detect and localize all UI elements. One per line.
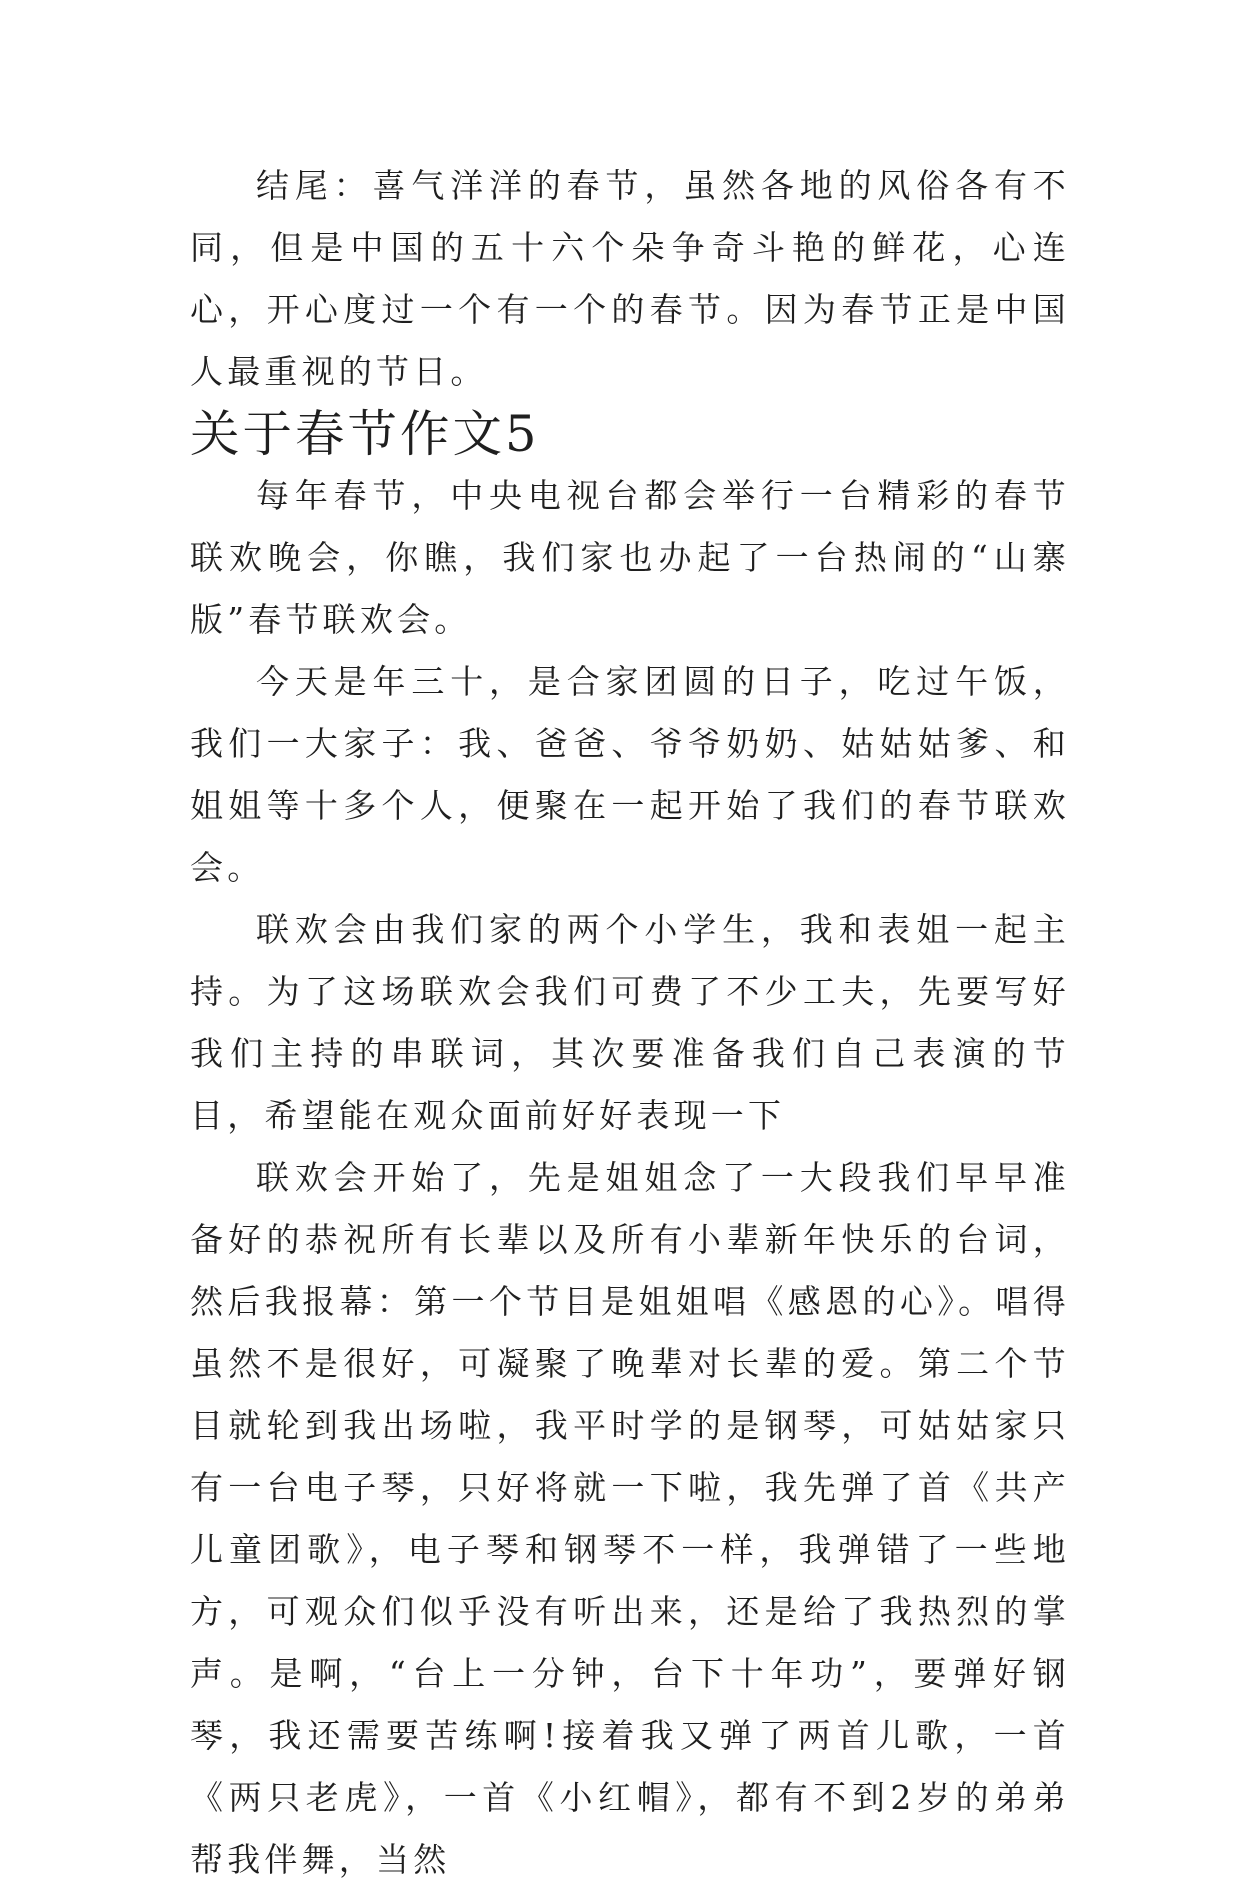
closing-paragraph: 结尾：喜气洋洋的春节，虽然各地的风俗各有不同，但是中国的五十六个朵争奇斗艳的鲜花，心连心，开心度过一个有一个的春节。因为春节正是中国人最重视的节日。 [190, 166, 1070, 391]
body-paragraph-2: 今天是年三十，是合家团圆的日子，吃过午饭，我们一大家子：我、爸爸、爷爷奶奶、姑姑姑爹、和姐姐等十多个人，便聚在一起开始了我们的春节联欢会。 [190, 662, 1070, 887]
body-paragraph-1: 每年春节，中央电视台都会举行一台精彩的春节联欢晚会，你瞧，我们家也办起了一台热闹的“山寨版”春节联欢会。 [190, 476, 1070, 639]
body-paragraph-4: 联欢会开始了，先是姐姐念了一大段我们早早准备好的恭祝所有长辈以及所有小辈新年快乐的台词，然后我报幕：第一个节目是姐姐唱《感恩的心》。唱得虽然不是很好，可凝聚了晚辈对长辈的爱。第二个节目就轮到我出场啦，我平时学的是钢琴，可姑姑家只有一台电子琴，只好将就一下啦，我先弹了首《共产儿童团歌》，电子琴和钢琴不一样，我弹错了一些地方，可观众们似乎没有听出来，还是给了我热烈的掌声。是啊，“台上一分钟，台下十年功”，要弹好钢琴，我还需要苦练啊!接着我又弹了两首儿歌，一首《两只老虎》，一首《小红帽》，都有不到2岁的弟弟帮我伴舞，当然 [190, 1158, 1070, 1879]
body-paragraph-3: 联欢会由我们家的两个小学生，我和表姐一起主持。为了这场联欢会我们可费了不少工夫，先要写好我们主持的串联词，其次要准备我们自己表演的节目，希望能在观众面前好好表现一下 [190, 910, 1070, 1135]
document-body [190, 155, 1070, 1891]
section-heading: 关于春节作文5 [190, 405, 540, 463]
